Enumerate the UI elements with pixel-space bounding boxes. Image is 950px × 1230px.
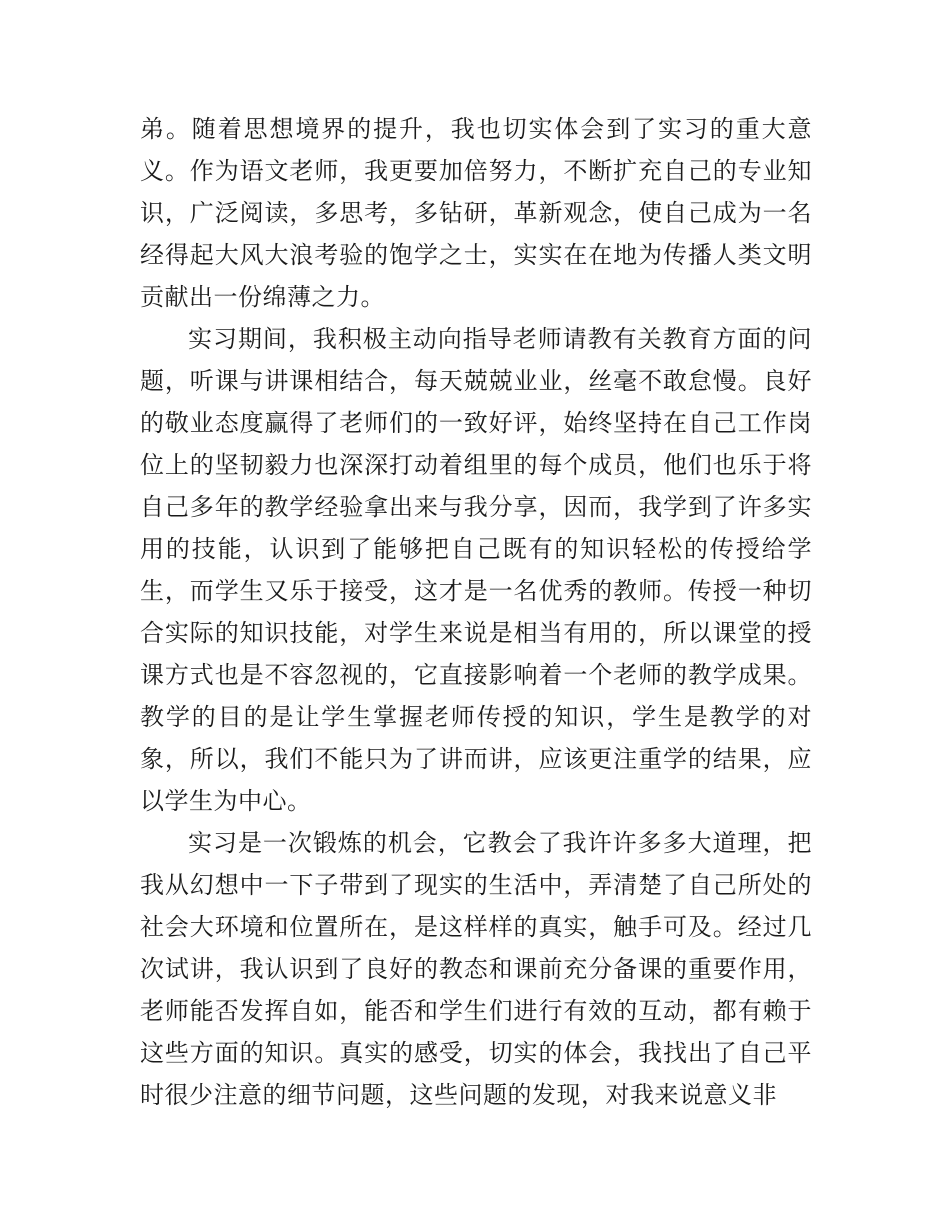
paragraph-1: 弟。随着思想境界的提升，我也切实体会到了实习的重大意义。作为语文老师，我更要加倍努力，不断扩充自己的专业知识，广泛阅读，多思考，多钻研，革新观念，使自己成为一名经得起大风大浪考验的饱学之士，实实在在地为传播人类文明贡献出一份绵薄之力。 xyxy=(140,115,812,311)
document-body xyxy=(140,108,812,1116)
paragraph-2: 实习期间，我积极主动向指导老师请教有关教育方面的问题，听课与讲课相结合，每天兢兢业业，丝毫不敢怠慢。良好的敬业态度赢得了老师们的一致好评，始终坚持在自己工作岗位上的坚韧毅力也深深打动着组里的每个成员，他们也乐于将自己多年的教学经验拿出来与我分享，因而，我学到了许多实用的技能，认识到了能够把自己既有的知识轻松的传授给学生，而学生又乐于接受，这才是一名优秀的教师。传授一种切合实际的知识技能，对学生来说是相当有用的，所以课堂的授课方式也是不容忽视的，它直接影响着一个老师的教学成果。教学的目的是让学生掌握老师传授的知识，学生是教学的对象，所以，我们不能只为了讲而讲，应该更注重学的结果，应以学生为中心。 xyxy=(140,325,812,815)
paragraph-3: 实习是一次锻炼的机会，它教会了我许许多多大道理，把我从幻想中一下子带到了现实的生活中，弄清楚了自己所处的社会大环境和位置所在，是这样样的真实，触手可及。经过几次试讲，我认识到了良好的教态和课前充分备课的重要作用，老师能否发挥自如，能否和学生们进行有效的互动，都有赖于这些方面的知识。真实的感受，切实的体会，我找出了自己平时很少注意的细节问题，这些问题的发现，对我来说意义非 xyxy=(140,829,812,1109)
